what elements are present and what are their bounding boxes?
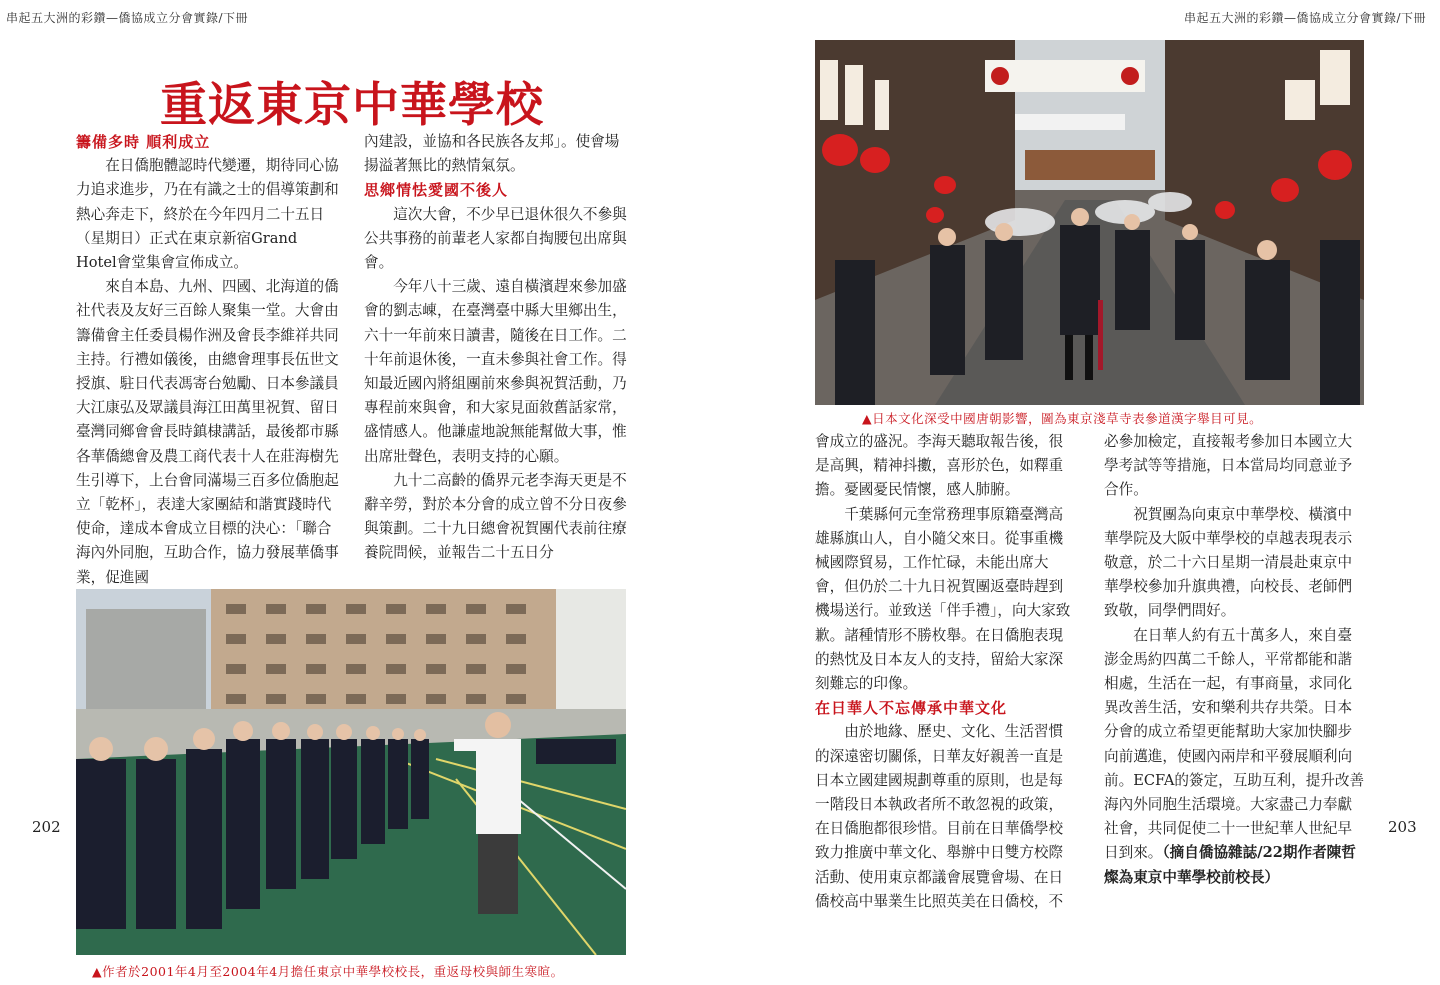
paragraph: 這次大會，不少早已退休很久不參與公共事務的前輩老人家都自掏腰包出席與會。 [364,205,627,272]
paragraph: 九十二高齡的僑界元老李海天更是不辭辛勞，對於本分會的成立曾不分日夜參與策劃。二十九日總會祝賀團代表前往療養院問候，並報告二十五日分 [364,471,627,562]
page-number-left: 202 [32,818,61,836]
paragraph: 今年八十三歲、遠自橫濱趕來參加盛會的劉志崠，在臺灣臺中縣大里鄉出生，六十一年前來日讀書，隨後在日工作。二十年前退休後，一直未參與社會工作。得知最近國內將組團前來參與祝賀活動，乃專程前來與會，和大家見面敘舊話家常，盛情感人。他謙虛地說無能幫做大事，惟出席壯聲色，表明支持的心願。 [364,278,627,465]
paragraph: 必參加檢定，直接報考參加日本國立大學考試等等措施，日本當局均同意並予合作。 [1104,433,1353,499]
paragraph: 在日僑胞體認時代變遷，期待同心協力追求進步，乃在有識之士的倡導策劃和熱心奔走下，終於在今年四月二十五日（星期日）正式在東京新宿Grand Hotel會堂集會宣佈成立。 [76,157,339,272]
section-heading: 在日華人不忘傳承中華文化 [815,699,1008,718]
section-heading: 籌備多時 順利成立 [76,133,211,151]
paragraph: 會成立的盛況。李海天聽取報告後，很是高興，精神抖擻，喜形於色，如釋重擔。憂國憂民情懷，感人肺腑。 [815,433,1064,499]
article-title: 重返東京中華學校 [160,78,544,133]
section-heading: 思鄉情怯愛國不後人 [364,181,509,200]
paragraph: 祝賀團為向東京中華學校、橫濱中華學院及大阪中華學校的卓越表現表示敬意，於二十六日星期一清晨赴東京中華學校參加升旗典禮，向校長、老師們致敬，同學們問好。 [1104,505,1353,620]
asakusa-street-photo [815,40,1364,405]
page-number-right: 203 [1388,818,1417,836]
paragraph: 由於地緣、歷史、文化、生活習慣的深遠密切關係，日華友好親善一直是日本立國建國規劃尊重的原則，也是每一階段日本執政者所不敢忽視的政策，在日僑胞都很珍惜。目前在日華僑學校致力推廣中華文化、舉辦中日雙方校際活動、使用東京都議會展覽會場、在日僑校高中畢業生比照英美在日僑校，不 [815,723,1064,910]
left-page-column-2 [364,130,628,566]
paragraph: 內建設，並協和各民族各友邦」。使會場揚溢著無比的熱情氣氛。 [364,133,620,175]
running-header-right: 串起五大洲的彩鑽—僑協成立分會實錄/下冊 [1183,11,1426,25]
left-page-column-1 [76,130,340,590]
school-assembly-photo [76,589,626,955]
running-header-left: 串起五大洲的彩鑽—僑協成立分會實錄/下冊 [6,11,249,25]
source-attribution: （摘自僑協雜誌/22期作者陳哲燦為東京中華學校前校長） [1104,844,1356,886]
photo-caption-bottom-left: ▲作者於2001年4月至2004年4月擔任東京中華學校校長，重返母校與師生寒暄。 [92,964,564,979]
paragraph-text: 在日華人約有五十萬多人，來自臺澎金馬約四萬二千餘人，平常都能和諧相處，生活在一起，有事商量，求同化異改善生活，安和樂利共存共榮。日本分會的成立希望更能幫助大家加快腳步向前邁進，使國內兩岸和平發展順利向前。ECFA的簽定，互助互利，提升改善海內外同胞生活環境。大家盡己力奉獻社會，共同促使二十一世紀華人世紀早日到來。 [1104,626,1365,862]
paragraph: 千葉縣何元奎常務理事原籍臺灣高雄縣旗山人，自小隨父來日。從事重機械國際貿易，工作忙碌，未能出席大會，但仍於二十九日祝賀團返臺時趕到機場送行。並致送「伴手禮」，向大家致歉。諸種情形不勝枚舉。在日僑胞表現的熱忱及日本友人的支持，留給大家深刻難忘的印像。 [815,505,1071,693]
paragraph: 來自本島、九州、四國、北海道的僑社代表及友好三百餘人聚集一堂。大會由籌備會主任委員楊作洲及會長李維祥共同主持。行禮如儀後，由總會理事長伍世文授旗、駐日代表馮寄台勉勵、日本參議員大江康弘及眾議員海江田萬里祝賀、留日臺灣同鄉會會長時鎮棣講話，最後都市縣各華僑總會及農工商代表十人在莊海樹先生引導下，上台會同滿場三百多位僑胞起立「乾杯」，表達大家團結和諧實踐時代使命，達成本會成立目標的決心：「聯合海內外同胞，互助合作，協力發展華僑事業，促進國 [76,278,339,586]
right-page-column-1 [815,430,1077,914]
paragraph [1104,624,1366,890]
right-page-column-2 [1104,430,1366,890]
photo-caption-top-right: ▲日本文化深受中國唐朝影響，圖為東京淺草寺表參道漢字舉目可見。 [862,411,1263,426]
